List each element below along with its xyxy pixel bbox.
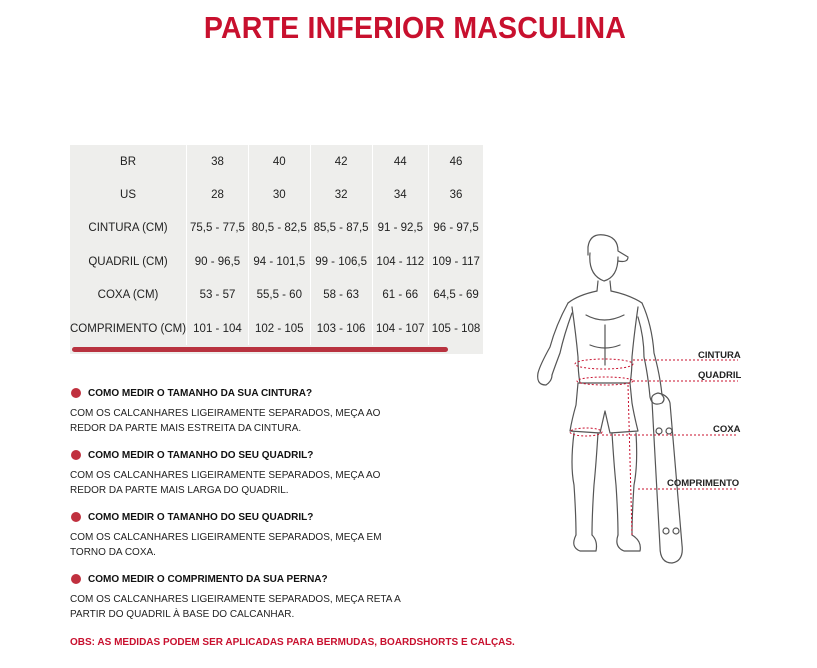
table-cell: 32 (310, 178, 372, 211)
table-cell: 44 (372, 145, 429, 178)
howto-text: COM OS CALCANHARES LIGEIRAMENTE SEPARADOS, MEÇA EM TORNO DA COXA. (70, 532, 382, 558)
howto-heading: COMO MEDIR O TAMANHO DO SEU QUADRIL? (88, 512, 314, 523)
row-label: COMPRIMENTO (CM) (70, 322, 187, 335)
label-cintura: CINTURA (698, 350, 741, 361)
table-cell: 36 (429, 178, 483, 211)
table-cell: 104 - 112 (372, 245, 429, 278)
table-cell: 75,5 - 77,5 (187, 212, 249, 245)
table-cell: 34 (372, 178, 429, 211)
howto-heading: COMO MEDIR O COMPRIMENTO DA SUA PERNA? (88, 574, 328, 585)
table-cell: 30 (248, 178, 310, 211)
table-cell: 104 - 107 (372, 312, 429, 345)
table-cell: 94 - 101,5 (248, 245, 310, 278)
howto-text: COM OS CALCANHARES LIGEIRAMENTE SEPARADOS, MEÇA AO REDOR DA PARTE MAIS LARGA DO QUADRIL. (70, 470, 381, 496)
measurement-figure (520, 225, 800, 575)
table-cell: 42 (310, 145, 372, 178)
size-table (70, 145, 483, 345)
measurement-lines (520, 225, 800, 575)
howto-text: COM OS CALCANHARES LIGEIRAMENTE SEPARADOS, MEÇA RETA A PARTIR DO QUADRIL À BASE DO CALCANHAR. (70, 594, 401, 620)
table-row-quadril (70, 245, 483, 278)
table-cell: 96 - 97,5 (429, 212, 483, 245)
row-label: CINTURA (CM) (88, 222, 168, 235)
table-cell: 105 - 108 (429, 312, 483, 345)
table-cell: 102 - 105 (248, 312, 310, 345)
bullet-icon (71, 450, 81, 460)
table-cell: 109 - 117 (429, 245, 483, 278)
howto-thigh (70, 511, 490, 560)
row-label: COXA (CM) (97, 289, 159, 302)
table-row-us (70, 178, 483, 211)
table-row-br (70, 145, 483, 178)
thigh-line (570, 428, 602, 436)
bullet-icon (71, 574, 81, 584)
table-cell: 61 - 66 (372, 279, 429, 312)
row-label: BR (120, 155, 137, 168)
length-line (628, 385, 632, 535)
table-cell: 91 - 92,5 (372, 212, 429, 245)
table-row-cintura (70, 212, 483, 245)
horizontal-scrollbar[interactable] (72, 347, 448, 352)
bullet-icon (71, 388, 81, 398)
label-comprimento: COMPRIMENTO (667, 478, 740, 489)
row-label: QUADRIL (CM) (88, 255, 168, 268)
table-cell: 53 - 57 (187, 279, 249, 312)
table-cell: 40 (248, 145, 310, 178)
table-cell: 99 - 106,5 (310, 245, 372, 278)
table-cell: 58 - 63 (310, 279, 372, 312)
hip-line (577, 377, 633, 385)
table-cell: 38 (187, 145, 249, 178)
table-cell: 103 - 106 (310, 312, 372, 345)
table-cell: 64,5 - 69 (429, 279, 483, 312)
table-cell: 90 - 96,5 (187, 245, 249, 278)
label-quadril: QUADRIL (698, 370, 742, 381)
table-cell: 28 (187, 178, 249, 211)
label-coxa: COXA (713, 424, 741, 435)
table-cell: 55,5 - 60 (248, 279, 310, 312)
page-title: PARTE INFERIOR MASCULINA (203, 10, 627, 45)
howto-length (70, 573, 490, 622)
table-cell: 80,5 - 82,5 (248, 212, 310, 245)
howto-waist (70, 387, 490, 436)
table-cell: 85,5 - 87,5 (310, 212, 372, 245)
size-table-scroll-area[interactable] (70, 145, 483, 354)
table-cell: 101 - 104 (187, 312, 249, 345)
bullet-icon (71, 512, 81, 522)
table-row-comprimento (70, 312, 483, 345)
howto-heading: COMO MEDIR O TAMANHO DA SUA CINTURA? (88, 388, 313, 399)
howto-hip (70, 449, 490, 498)
howto-text: COM OS CALCANHARES LIGEIRAMENTE SEPARADOS, MEÇA AO REDOR DA PARTE MAIS ESTREITA DA CINTURA. (70, 408, 381, 434)
table-cell: 46 (429, 145, 483, 178)
table-row-coxa (70, 279, 483, 312)
note-text: OBS: AS MEDIDAS PODEM SER APLICADAS PARA BERMUDAS, BOARDSHORTS E CALÇAS. (70, 637, 515, 648)
waist-line (575, 359, 633, 369)
row-label: US (120, 189, 137, 202)
howto-heading: COMO MEDIR O TAMANHO DO SEU QUADRIL? (88, 450, 314, 461)
